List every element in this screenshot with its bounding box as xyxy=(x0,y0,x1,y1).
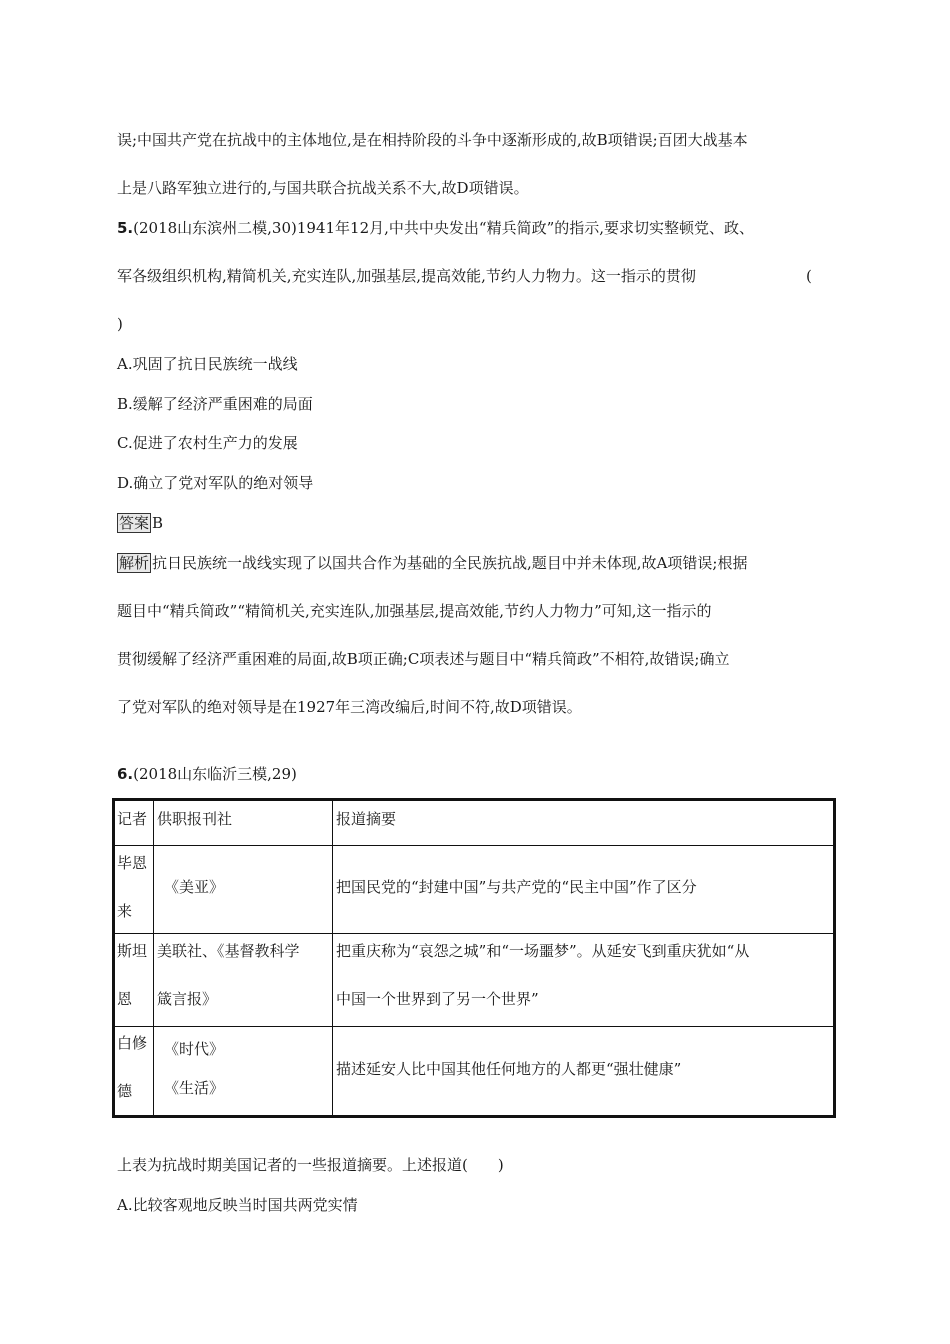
table-cell-outlet: 箴言报》 xyxy=(157,990,218,1008)
table-cell-summary: 把国民党的“封建中国”与共产党的“民主中国”作了区分 xyxy=(336,878,697,896)
question-number: 6. xyxy=(117,765,134,783)
question-number: 5. xyxy=(117,219,134,237)
table-cell-reporter: 德 xyxy=(117,1082,133,1100)
answer-paren-open: ( xyxy=(806,267,812,285)
option-a: A.巩固了抗日民族统一战线 xyxy=(117,355,298,373)
table-header-summary: 报道摘要 xyxy=(336,810,397,828)
analysis-line: 题目中“精兵简政”“精简机关,充实连队,加强基层,提高效能,节约人力物力”可知,这一指示的 xyxy=(117,602,712,620)
question-5-stem-line2 xyxy=(117,266,696,286)
reporter-table xyxy=(112,798,836,1118)
table-cell-outlet: 《美亚》 xyxy=(164,878,225,896)
table-column-divider xyxy=(153,801,154,1115)
option-a: A.比较客观地反映当时国共两党实情 xyxy=(117,1196,358,1214)
answer-value: B xyxy=(152,514,164,532)
table-cell-outlet: 《生活》 xyxy=(164,1079,225,1097)
explanation-line: 误;中国共产党在抗战中的主体地位,是在相持阶段的斗争中逐渐形成的,故B项错误;百团大战基本 xyxy=(117,131,748,149)
table-cell-outlet: 美联社、《基督教科学 xyxy=(157,942,300,960)
option-c: C.促进了农村生产力的发展 xyxy=(117,434,298,452)
answer-paren-close: ) xyxy=(117,315,123,333)
table-cell-reporter: 白修 xyxy=(117,1034,148,1052)
analysis-tag: 解析 xyxy=(119,554,150,572)
table-cell-reporter: 来 xyxy=(117,902,133,920)
analysis-line: 贯彻缓解了经济严重困难的局面,故B项正确;C项表述与题目中“精兵简政”不相符,故错误;确立 xyxy=(117,650,730,668)
option-b: B.缓解了经济严重困难的局面 xyxy=(117,395,313,413)
question-6-prompt: 上表为抗战时期美国记者的一些报道摘要。上述报道( ) xyxy=(117,1156,504,1174)
table-cell-outlet: 《时代》 xyxy=(164,1040,225,1058)
table-column-divider xyxy=(332,801,333,1115)
question-source: (2018山东临沂三模,29) xyxy=(133,765,297,783)
question-stem-text: (2018山东滨州二模,30)1941年12月,中共中央发出“精兵简政”的指示,要求切实整顿党、政、 xyxy=(133,219,755,237)
table-cell-summary: 把重庆称为“哀怨之城”和“一场噩梦”。从延安飞到重庆犹如“从 xyxy=(336,942,750,960)
table-cell-summary: 中国一个世界到了另一个世界” xyxy=(336,990,539,1008)
question-stem-text: 军各级组织机构,精简机关,充实连队,加强基层,提高效能,节约人力物力。这一指示的贯彻 xyxy=(117,267,696,285)
explanation-line: 上是八路军独立进行的,与国共联合抗战关系不大,故D项错误。 xyxy=(117,179,529,197)
analysis-line xyxy=(117,553,747,573)
table-header-outlet: 供职报刊社 xyxy=(157,810,233,828)
option-d: D.确立了党对军队的绝对领导 xyxy=(117,474,314,492)
table-row-divider xyxy=(115,933,833,934)
table-row-divider xyxy=(115,845,833,846)
analysis-line: 了党对军队的绝对领导是在1927年三湾改编后,时间不符,故D项错误。 xyxy=(117,698,582,716)
answer-tag: 答案 xyxy=(119,514,150,532)
analysis-text: 抗日民族统一战线实现了以国共合作为基础的全民族抗战,题目中并未体现,故A项错误;根据 xyxy=(152,554,748,572)
question-6-stem xyxy=(117,764,297,784)
table-cell-summary: 描述延安人比中国其他任何地方的人都更“强壮健康” xyxy=(336,1060,682,1078)
table-cell-reporter: 毕恩 xyxy=(117,854,148,872)
table-cell-reporter: 斯坦 xyxy=(117,942,148,960)
table-cell-reporter: 恩 xyxy=(117,990,133,1008)
answer-line xyxy=(117,513,163,533)
table-header-reporter: 记者 xyxy=(117,810,148,828)
table-row-divider xyxy=(115,1026,833,1027)
question-5-stem xyxy=(117,218,754,238)
